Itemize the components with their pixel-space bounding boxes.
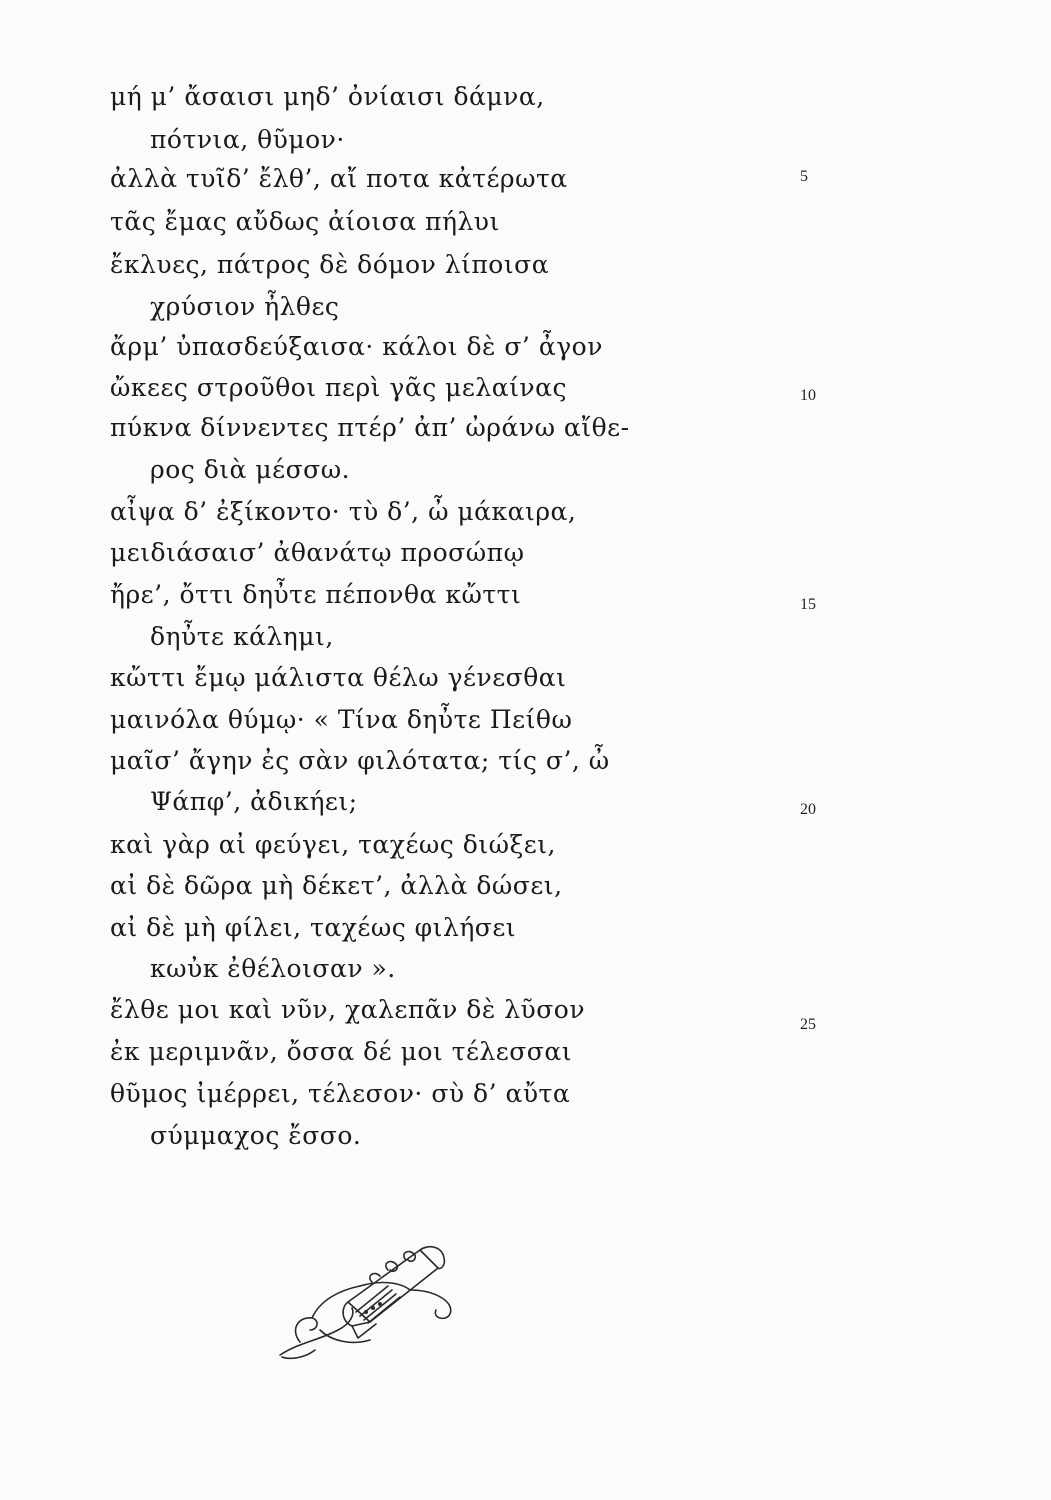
poem-line: μή μ’ ἄσαισι μηδ’ ὀνίαισι δάμνα, bbox=[110, 82, 545, 111]
poem-line: ἄρμ’ ὐπασδεύξαισα· κάλοι δὲ σ’ ἆγον bbox=[110, 332, 603, 361]
poem-line: ὤκεες στροῦθοι περὶ γᾶς μελαίνας bbox=[110, 373, 567, 402]
poem-line: μειδιάσαισ’ ἀθανάτῳ προσώπῳ bbox=[110, 538, 525, 567]
poem-line: σύμμαχος ἔσσο. bbox=[150, 1121, 362, 1150]
poem-line: ἀλλὰ τυῖδ’ ἔλθ’, αἴ ποτα κἀτέρωτα bbox=[110, 164, 568, 193]
poem-line: μαινόλα θύμῳ· « Τίνα δηὖτε Πείθω bbox=[110, 705, 573, 734]
poem-line: δηὖτε κάλημι, bbox=[150, 622, 334, 651]
poem-line: κωὐκ ἐθέλοισαν ». bbox=[150, 954, 396, 983]
line-number: 10 bbox=[800, 387, 816, 404]
poem-line: τᾶς ἔμας αὔδως ἀίοισα πήλυι bbox=[110, 207, 500, 236]
lyre-ornament-icon bbox=[260, 1230, 460, 1370]
poem-line: κὤττι ἔμῳ μάλιστα θέλω γένεσθαι bbox=[110, 663, 567, 692]
poem-line: ἔκλυες, πάτρος δὲ δόμον λίποισα bbox=[110, 250, 550, 279]
poem-line: χρύσιον ἦλθες bbox=[150, 292, 340, 321]
poem-line: καὶ γὰρ αἰ φεύγει, ταχέως διώξει, bbox=[110, 830, 556, 859]
poem-line: θῦμος ἰμέρρει, τέλεσον· σὺ δ’ αὔτα bbox=[110, 1079, 571, 1108]
poem-line: Ψάπφ’, ἀδικήει; bbox=[150, 787, 358, 816]
poem-line: πύκνα δίννεντες πτέρ’ ἀπ’ ὠράνω αἴθε- bbox=[110, 413, 630, 442]
poem-line: ρος διὰ μέσσω. bbox=[150, 455, 351, 484]
poem-line: ἐκ μεριμνᾶν, ὄσσα δέ μοι τέλεσσαι bbox=[110, 1037, 573, 1066]
poem-line: αἶψα δ’ ἐξίκοντο· τὺ δ’, ὦ μάκαιρα, bbox=[110, 497, 577, 526]
poem-line: αἰ δὲ μὴ φίλει, ταχέως φιλήσει bbox=[110, 913, 517, 942]
line-number: 5 bbox=[800, 168, 808, 185]
poem-line: πότνια, θῦμον· bbox=[150, 125, 345, 154]
line-number: 20 bbox=[800, 801, 816, 818]
poem-line: μαῖσ’ ἄγην ἐς σὰν φιλότατα; τίς σ’, ὦ bbox=[110, 746, 610, 775]
poem-line: αἰ δὲ δῶρα μὴ δέκετ’, ἀλλὰ δώσει, bbox=[110, 871, 563, 900]
poem-line: ἤρε’, ὄττι δηὖτε πέπονθα κὤττι bbox=[110, 580, 522, 609]
poem-line: ἔλθε μοι καὶ νῦν, χαλεπᾶν δὲ λῦσον bbox=[110, 995, 586, 1024]
line-number: 15 bbox=[800, 596, 816, 613]
line-number: 25 bbox=[800, 1016, 816, 1033]
